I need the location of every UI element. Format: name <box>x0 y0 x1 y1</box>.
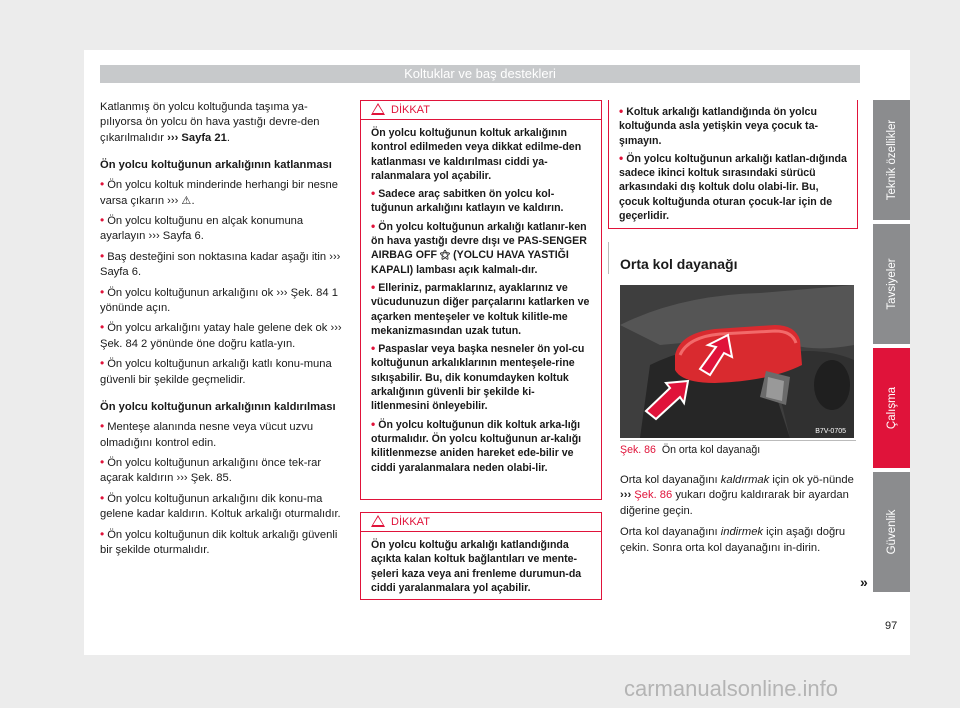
bullet-icon: • <box>619 150 624 165</box>
section-title: Orta kol dayanağı <box>620 256 738 272</box>
list-item: • Baş desteğini son noktasına kadar aşağı itin ››› Sayfa 6. <box>100 248 341 279</box>
list-item: • Ön yolcu koltuğunun arkalığını dik konu-ma gelene kadar kaldırın. Koltuk arkalığı oturmalıdır. <box>100 490 341 521</box>
tab-guvenlik[interactable]: Güvenlik <box>873 472 910 592</box>
watermark: carmanualsonline.info <box>624 676 839 701</box>
list-item: • Ön yolcu koltuğunu en alçak konumuna ayarlayın ››› Sayfa 6. <box>100 213 304 243</box>
list-item: • Ön yolcu koltuğunun dik koltuk arka-lığı oturmalıdır. Ön yolcu koltuğunun ar-kalığı kilitlenmezse aniden hareket ede-bilir ve ciddi yaralanmalara neden olabi-lir. <box>371 416 582 474</box>
list-item: • Ön yolcu koltuğunun arkalığını ok ››› Şek. 84 1 yönünde açın. <box>100 284 338 315</box>
figure-caption: Şek. 86 Ön orta kol dayanağı <box>620 444 761 456</box>
bullet-icon: • <box>100 248 105 263</box>
list-item: • Elleriniz, parmaklarınız, ayaklarınız ve vücudunuzun diğer parçalarını katlarken ve açarken menteşeler ve koltuk kilitle-me mekanizmasından uzak tutun. <box>371 279 590 337</box>
warning-list <box>371 186 592 475</box>
bullet-icon: • <box>100 320 105 335</box>
list-item: • Ön yolcu koltuğunun arkalığı katlı konu-muna güvenli bir şekilde geçmelidir. <box>100 356 332 386</box>
warning-header: DİKKAT <box>361 513 601 532</box>
warning-triangle-icon <box>371 103 385 115</box>
warning-continued-list <box>609 100 857 232</box>
bullet-icon: • <box>100 177 105 192</box>
heading-raise: Ön yolcu koltuğunun arkalığının kaldırılması <box>100 401 336 414</box>
list-item: • Ön yolcu koltuğunun dik koltuk arkalığı güvenli bir şekilde oturmalıdır. <box>100 526 338 556</box>
heading-fold: Ön yolcu koltuğunun arkalığının katlanması <box>100 159 332 172</box>
warning-intro: Ön yolcu koltuğunun koltuk arkalığının kontrol edilmeden veya dikkat edilme-den katlanması ve kaldırılması ciddi ya-ralanmalara yol açabilir. <box>371 127 582 182</box>
bullet-icon: • <box>371 186 376 201</box>
page-number: 97 <box>885 620 898 632</box>
warning-triangle-icon <box>371 515 385 527</box>
bullet-icon: • <box>371 218 376 233</box>
bullet-icon: • <box>100 356 105 371</box>
bullet-icon: • <box>100 526 105 541</box>
caption-rule <box>620 440 856 441</box>
list-item: • Sadece araç sabitken ön yolcu kol-tuğunun arkalığını katlayın ve kaldırın. <box>371 186 564 215</box>
list-item: • Paspaslar veya başka nesneler ön yol-cu koltuğunun arkalıklarının menteşele-rine sıkışabilir. Bu, dik konumdayken koltuk arkalığının güvenli bir şekilde ki-litlenmesini önleyebilir. <box>371 341 585 413</box>
list-item: • Ön yolcu koltuğunun arkalığını önce tek-rar açarak kaldırın ››› Şek. 85. <box>100 454 322 485</box>
warning-box-1 <box>360 100 602 500</box>
raise-steps-list <box>100 419 346 558</box>
list-item: • Koltuk arkalığı katlandığında ön yolcu koltuğunda asla yetişkin veya çocuk ta-şımayın. <box>619 104 819 147</box>
tab-teknik-ozellikler[interactable]: Teknik özellikler <box>873 100 910 220</box>
bullet-icon: • <box>371 279 376 294</box>
list-item: • Ön yolcu koltuğunun arkalığı katlanır-ken ön hava yastığı devre dışı ve PAS-SENGER AIRBAG OFF ⚝ (YOLCU HAVA YASTIĞI KAPALI) lambası açık kalmalı-dır. <box>371 218 587 276</box>
bullet-icon: • <box>100 213 105 228</box>
bullet-icon: • <box>100 490 105 505</box>
page-header: Koltuklar ve baş destekleri <box>100 65 860 83</box>
warning-box-continued <box>608 100 858 229</box>
bullet-icon: • <box>619 104 624 118</box>
tab-calisma[interactable]: Çalışma <box>873 348 910 468</box>
continue-arrow-icon: » <box>860 574 868 590</box>
bullet-icon: • <box>100 284 105 299</box>
column-1 <box>100 100 346 562</box>
list-item: • Menteşe alanında nesne veya vücut uzvu olmadığını kontrol edin. <box>100 419 314 449</box>
warning-header: DİKKAT <box>361 101 601 120</box>
list-item: • Ön yolcu koltuk minderinde herhangi bir nesne varsa çıkarın ››› ⚠. <box>100 177 338 207</box>
lower-instruction: Orta kol dayanağını indirmek için aşağı doğru çekin. Sonra orta kol dayanağını in-dirin. <box>620 526 846 554</box>
svg-text:B7V-0705: B7V-0705 <box>815 428 846 435</box>
bullet-icon: • <box>100 419 105 434</box>
warning-text: Ön yolcu koltuğu arkalığı katlandığında açıkta kalan koltuk bağlantıları ve mente-şeleri kaza veya ani frenleme durumun-da ciddi yaralanmalara yol açabilir. <box>371 539 582 594</box>
raise-instruction: Orta kol dayanağını kaldırmak için ok yö-nünde ››› Şek. 86 yukarı doğru kaldırarak bir ayardan diğerine geçin. <box>620 474 854 517</box>
bullet-icon: • <box>100 454 105 469</box>
fold-steps-list <box>100 177 346 388</box>
bullet-icon: • <box>371 341 376 356</box>
list-item: • Ön yolcu koltuğunun arkalığı katlan-dığında sadece ikinci koltuk sırasındaki sürücü arkasındaki dış koltuk dolu olabi-lir. Bu, çocuk koltuğunda oturan çocuk-lar için de geçerlidir. <box>619 150 847 223</box>
intro-text: Katlanmış ön yolcu koltuğunda taşıma ya-pılıyorsa ön yolcu ön hava yastığı devre-den çıkarılmalıdır ››› Sayfa 21. <box>100 101 320 144</box>
tab-tavsiyeler[interactable]: Tavsiyeler <box>873 224 910 344</box>
list-item: • Ön yolcu arkalığını yatay hale gelene dek ok ››› Şek. 84 2 yönünde öne doğru katla-yın. <box>100 320 342 350</box>
armrest-instructions <box>620 473 856 562</box>
bullet-icon: • <box>371 416 376 431</box>
armrest-photo <box>620 285 854 438</box>
warning-box-2 <box>360 512 602 600</box>
